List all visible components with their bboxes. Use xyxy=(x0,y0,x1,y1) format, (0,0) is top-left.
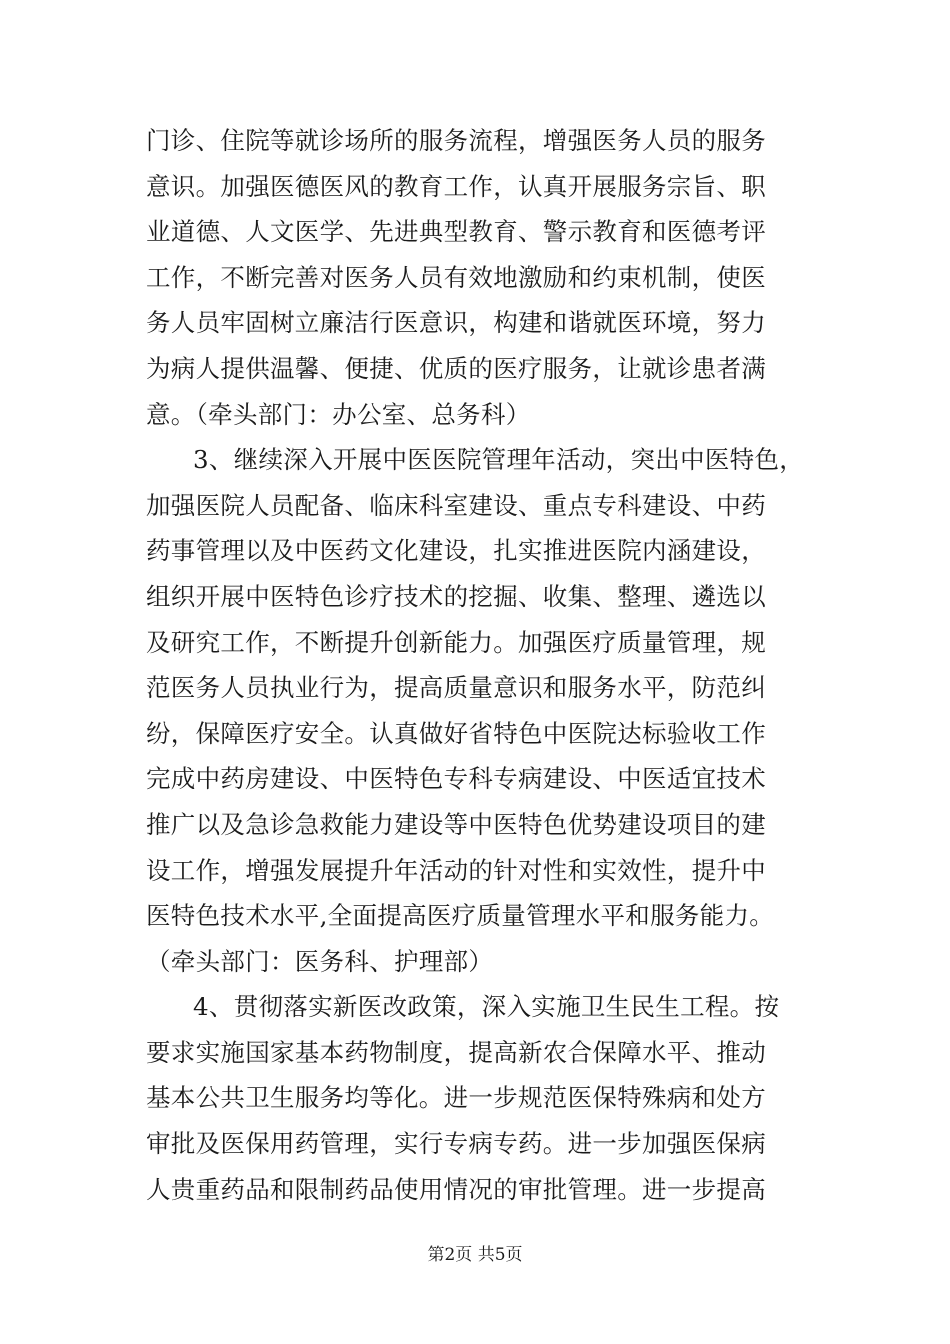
text-line: 意识。加强医德医风的教育工作，认真开展服务宗旨、职 xyxy=(146,171,766,201)
text-line: 及研究工作，不断提升创新能力。加强医疗质量管理，规 xyxy=(146,627,766,657)
text-line: 完成中药房建设、中医特色专科专病建设、中医适宜技术 xyxy=(146,764,766,794)
text-line: 推广以及急诊急救能力建设等中医特色优势建设项目的建 xyxy=(146,809,766,839)
text-line: 审批及医保用药管理，实行专病专药。进一步加强医保病 xyxy=(146,1129,766,1159)
text-line: 要求实施国家基本药物制度，提高新农合保障水平、推动 xyxy=(146,1037,766,1067)
text-line: 门诊、住院等就诊场所的服务流程，增强医务人员的服务 xyxy=(146,126,766,155)
page-number: 第2页 共5页 xyxy=(427,1245,523,1265)
paragraph-start-line: 4、贯彻落实新医改政策，深入实施卫生民生工程。按 xyxy=(193,992,780,1022)
text-line: 意。（牵头部门：办公室、总务科） xyxy=(146,399,531,429)
text-line: 组织开展中医特色诊疗技术的挖掘、收集、整理、遴选以 xyxy=(146,581,766,611)
text-line: 工作，不断完善对医务人员有效地激励和约束机制，使医 xyxy=(146,262,766,292)
text-line: 加强医院人员配备、临床科室建设、重点专科建设、中药 xyxy=(146,490,766,520)
text-line: 纷，保障医疗安全。认真做好省特色中医院达标验收工作 xyxy=(146,718,766,748)
text-line: 药事管理以及中医药文化建设，扎实推进医院内涵建设， xyxy=(146,536,766,566)
text-line: 务人员牢固树立廉洁行医意识，构建和谐就医环境，努力 xyxy=(146,308,766,338)
text-line: 人贵重药品和限制药品使用情况的审批管理。进一步提高 xyxy=(146,1174,766,1204)
text-line: （牵头部门：医务科、护理部） xyxy=(146,946,494,976)
text-line: 基本公共卫生服务均等化。进一步规范医保特殊病和处方 xyxy=(146,1083,766,1113)
text-line: 医特色技术水平,全面提高医疗质量管理水平和服务能力。 xyxy=(146,901,775,931)
text-line: 业道德、人文医学、先进典型教育、警示教育和医德考评 xyxy=(146,217,766,247)
text-line: 范医务人员执业行为，提高质量意识和服务水平，防范纠 xyxy=(146,673,766,703)
paragraph-start-line: 3、继续深入开展中医医院管理年活动，突出中医特色， xyxy=(193,445,805,475)
body-text xyxy=(146,118,806,1212)
page-footer xyxy=(0,1240,950,1265)
text-line: 设工作，增强发展提升年活动的针对性和实效性，提升中 xyxy=(146,855,766,885)
text-line: 为病人提供温馨、便捷、优质的医疗服务，让就诊患者满 xyxy=(146,353,766,383)
